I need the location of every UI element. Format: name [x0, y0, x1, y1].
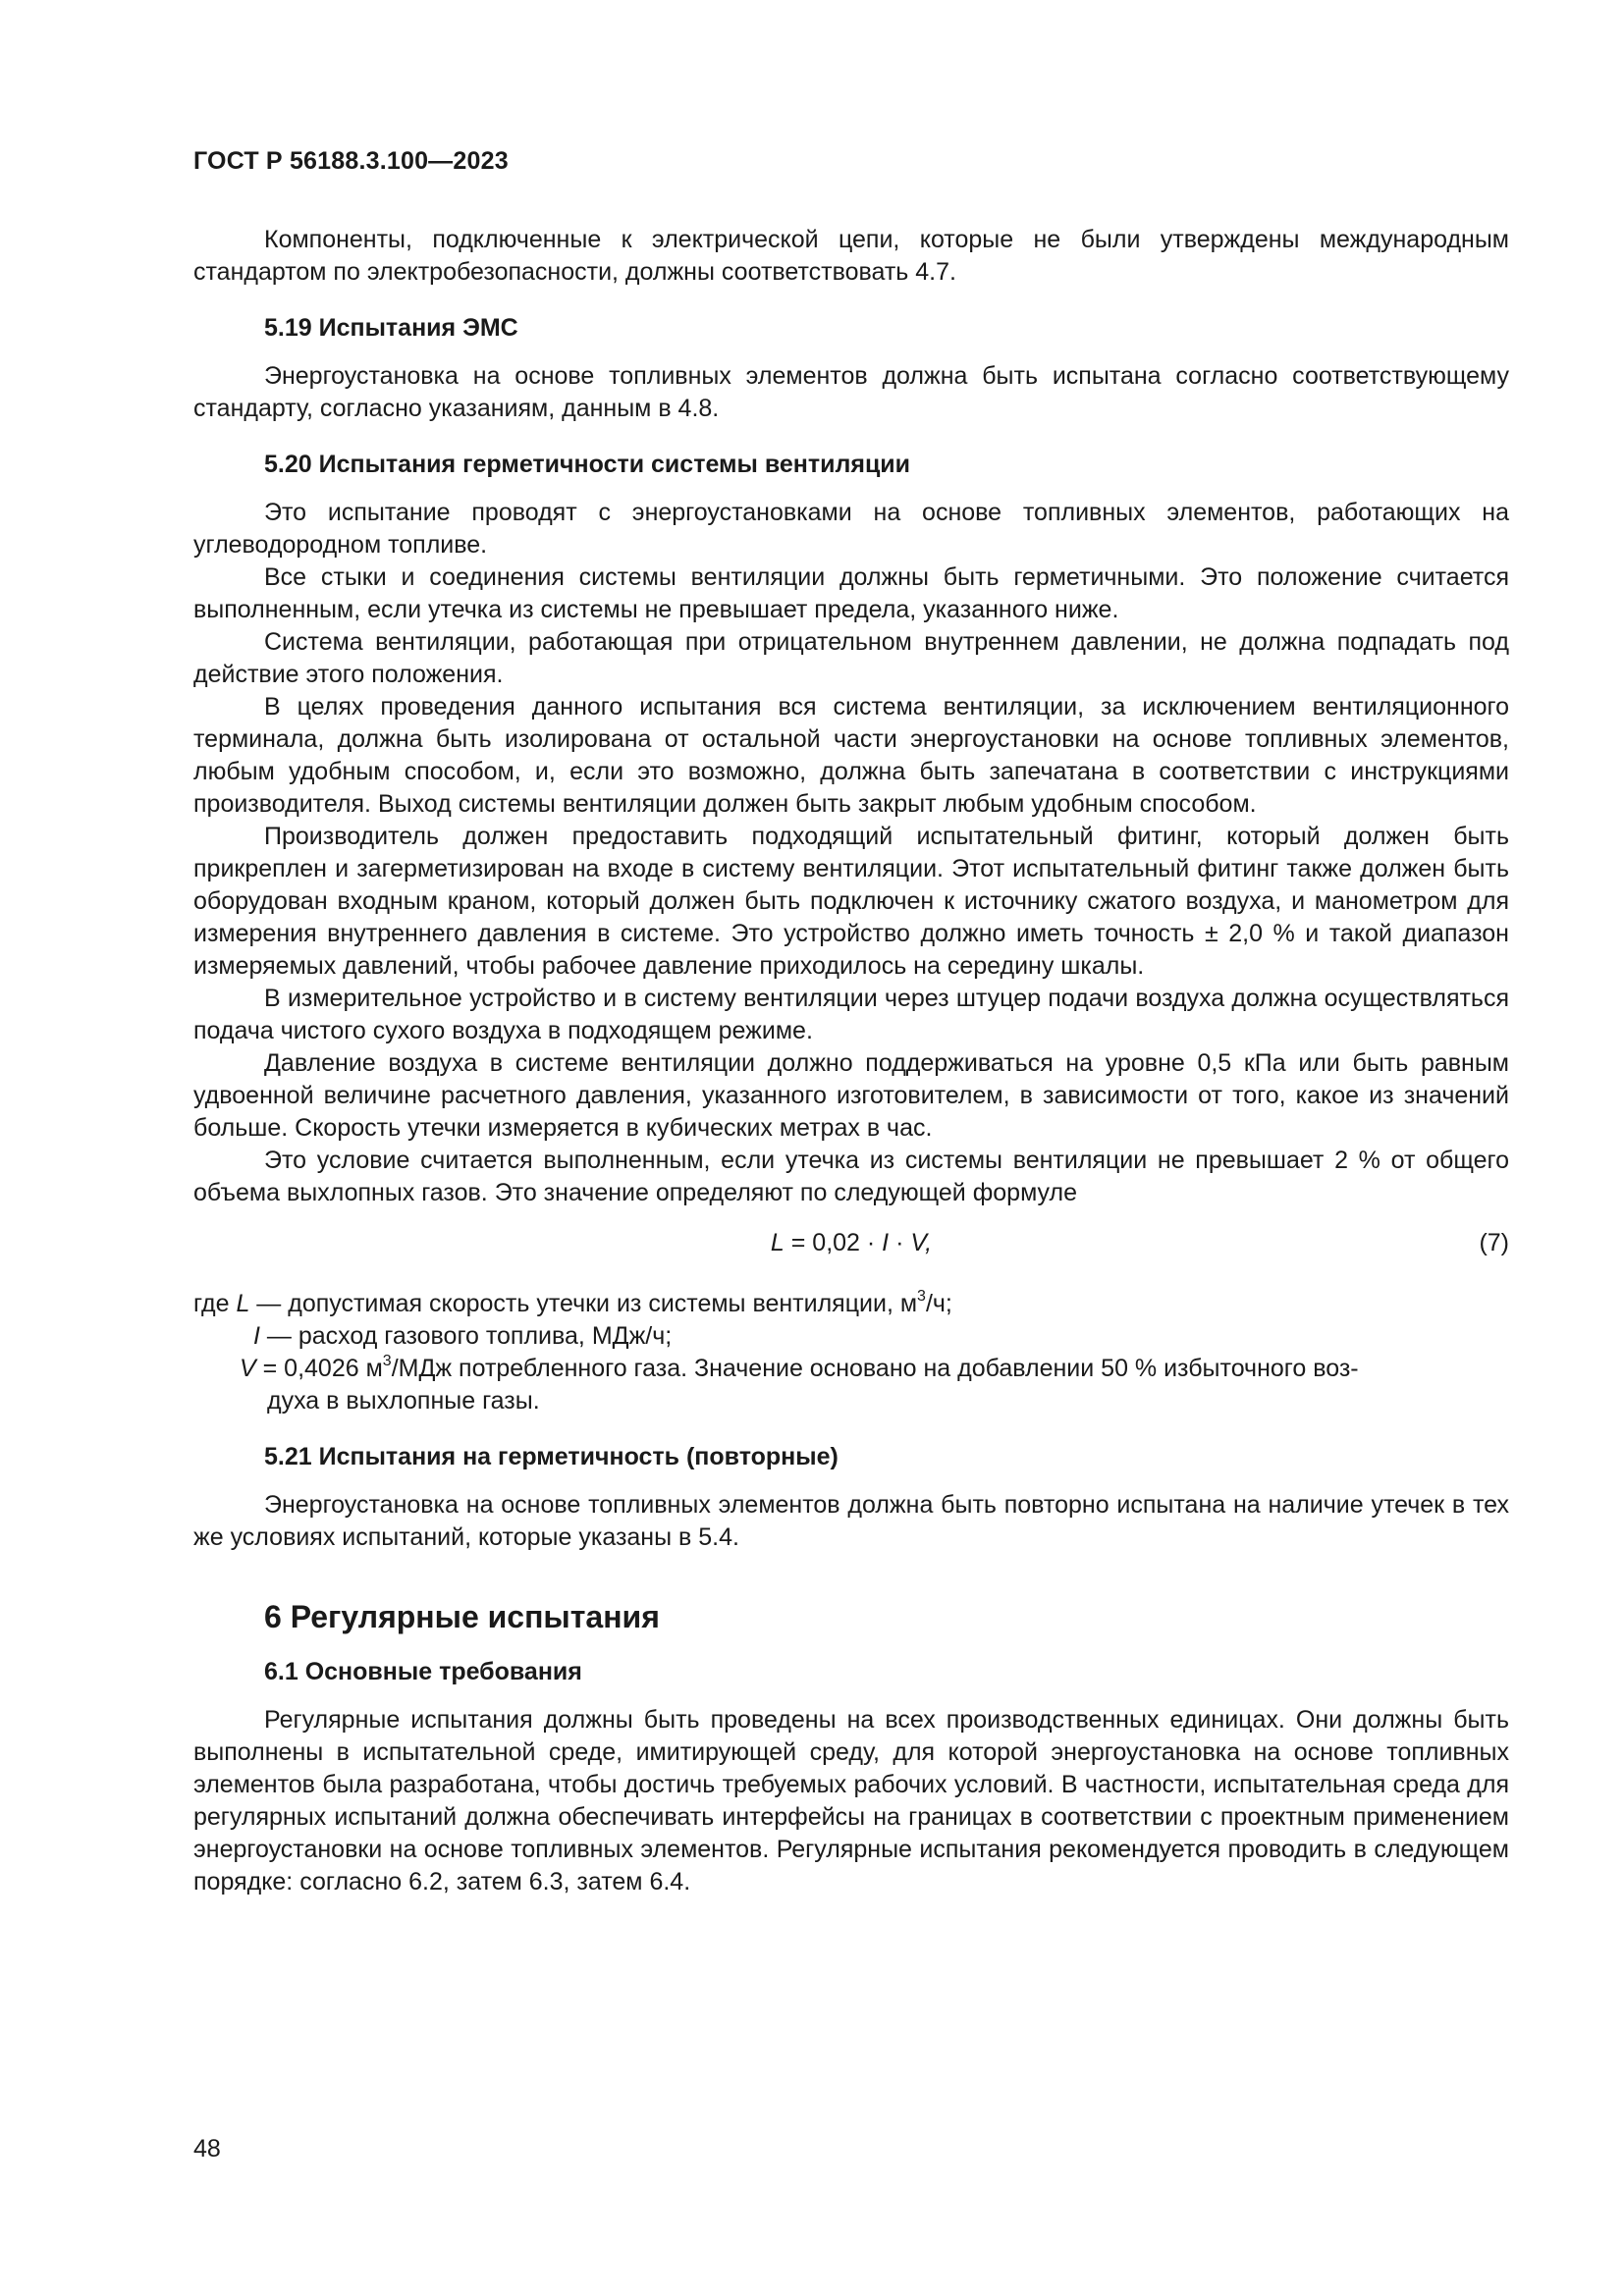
formula-7 — [193, 1227, 1509, 1262]
legend-text: = 0,4026 м — [255, 1355, 383, 1382]
page-content — [193, 224, 1509, 1898]
legend-symbol: I — [253, 1322, 260, 1350]
section-5-20-title: 5.20 Испытания герметичности системы вентиляции — [264, 451, 911, 478]
formula-symbol-l: L — [770, 1229, 785, 1256]
section-5-20-paragraph: В целях проведения данного испытания вся система вентиляции, за исключением вентиляционного терминала, должна быть изолирована от остальной части энергоустановки на основе топливных элементов, любым удобным способом, и, если это возможно, должна быть запечатана в соответствии с инструкциями производителя. Выход системы вентиляции должен быть закрыт любым удобным способом. — [193, 693, 1509, 818]
page-number: 48 — [193, 2135, 221, 2163]
legend-text-continuation: духа в выхлопные газы. — [267, 1387, 540, 1415]
section-6-1-text: Регулярные испытания должны быть проведены на всех производственных единицах. Они должны быть выполнены в испытательной среде, имитирующей среду, для которой энергоустановка на основе топливных элементов была разработана, чтобы достичь требуемых рабочих условий. В частности, испытательная среда для регулярных испытаний должна обеспечивать интерфейсы на границах в соответствии с проектным применением энергоустановки на основе топливных элементов. Регулярные испытания рекомендуется проводить в следующем порядке: согласно 6.2, затем 6.3, затем 6.4. — [193, 1706, 1509, 1896]
legend-text: /МДж потребленного газа. Значение основано на добавлении 50 % избыточного воз- — [391, 1355, 1359, 1382]
legend-prefix: где — [193, 1290, 237, 1317]
intro-paragraph: Компоненты, подключенные к электрической цепи, которые не были утверждены международным стандартом по электробезопасности, должны соответствовать 4.7. — [193, 226, 1509, 286]
legend-text: /ч; — [925, 1290, 952, 1317]
section-5-20-paragraph: Все стыки и соединения системы вентиляции должны быть герметичными. Это положение считается выполненным, если утечка из системы не превышает предела, указанного ниже. — [193, 563, 1509, 623]
formula-legend — [193, 1288, 1509, 1417]
section-5-20-paragraph: Производитель должен предоставить подходящий испытательный фитинг, который должен быть прикреплен и загерметизирован на входе в систему вентиляции. Этот испытательный фитинг также должен быть оборудован входным краном, который должен быть подключен к источнику сжатого воздуха, и манометром для измерения внутреннего давления в системе. Это устройство должно иметь точность ± 2,0 % и такой диапазон измеряемых давлений, чтобы рабочее давление приходилось на середину шкалы. — [193, 823, 1509, 980]
formula-symbol-v: V, — [910, 1229, 933, 1256]
legend-text: — расход газового топлива, МДж/ч; — [259, 1322, 673, 1350]
formula-number: (7) — [1479, 1229, 1509, 1256]
section-5-20-paragraph: Это условие считается выполненным, если утечка из системы вентиляции не превышает 2 % от общего объема выхлопных газов. Это значение определяют по следующей формуле — [193, 1147, 1509, 1206]
legend-symbol: L — [236, 1290, 250, 1317]
section-5-20-paragraph: Система вентиляции, работающая при отрицательном внутреннем давлении, не должна подпадать под действие этого положения. — [193, 628, 1509, 688]
section-5-19-title: 5.19 Испытания ЭМС — [264, 314, 518, 342]
formula-expression — [193, 1227, 1509, 1259]
section-5-20-paragraph: Давление воздуха в системе вентиляции должно поддерживаться на уровне 0,5 кПа или быть равным удвоенной величине расчетного давления, указанного изготовителем, в зависимости от того, какое из значений больше. Скорость утечки измеряется в кубических метрах в час. — [193, 1049, 1509, 1142]
formula-coefficient: = 0,02 · — [784, 1229, 883, 1256]
section-5-21-title: 5.21 Испытания на герметичность (повторные) — [264, 1443, 839, 1470]
section-5-19-text: Энергоустановка на основе топливных элементов должна быть испытана согласно соответствующему стандарту, согласно указаниям, данным в 4.8. — [193, 362, 1509, 422]
section-5-21-text: Энергоустановка на основе топливных элементов должна быть повторно испытана на наличие утечек в тех же условиях испытаний, которые указаны в 5.4. — [193, 1491, 1509, 1551]
standard-code-header: ГОСТ Р 56188.3.100—2023 — [193, 147, 509, 175]
section-5-20-paragraph: В измерительное устройство и в систему вентиляции через штуцер подачи воздуха должна осуществляться подача чистого сухого воздуха в подходящем режиме. — [193, 985, 1509, 1044]
formula-symbol-i: I — [882, 1229, 890, 1256]
legend-text: — допустимая скорость утечки из системы вентиляции, м — [249, 1290, 918, 1317]
legend-superscript: 3 — [382, 1352, 392, 1369]
section-5-20-paragraph: Это испытание проводят с энергоустановками на основе топливных элементов, работающих на углеводородном топливе. — [193, 499, 1509, 559]
legend-item-v — [193, 1353, 1509, 1417]
legend-item-i — [193, 1320, 1509, 1353]
legend-symbol: V — [240, 1355, 256, 1382]
section-6-title: 6 Регулярные испытания — [264, 1599, 660, 1634]
formula-operator: · — [889, 1229, 911, 1256]
legend-item-l — [193, 1288, 1509, 1320]
legend-superscript: 3 — [917, 1287, 926, 1305]
section-6-1-title: 6.1 Основные требования — [264, 1658, 582, 1685]
